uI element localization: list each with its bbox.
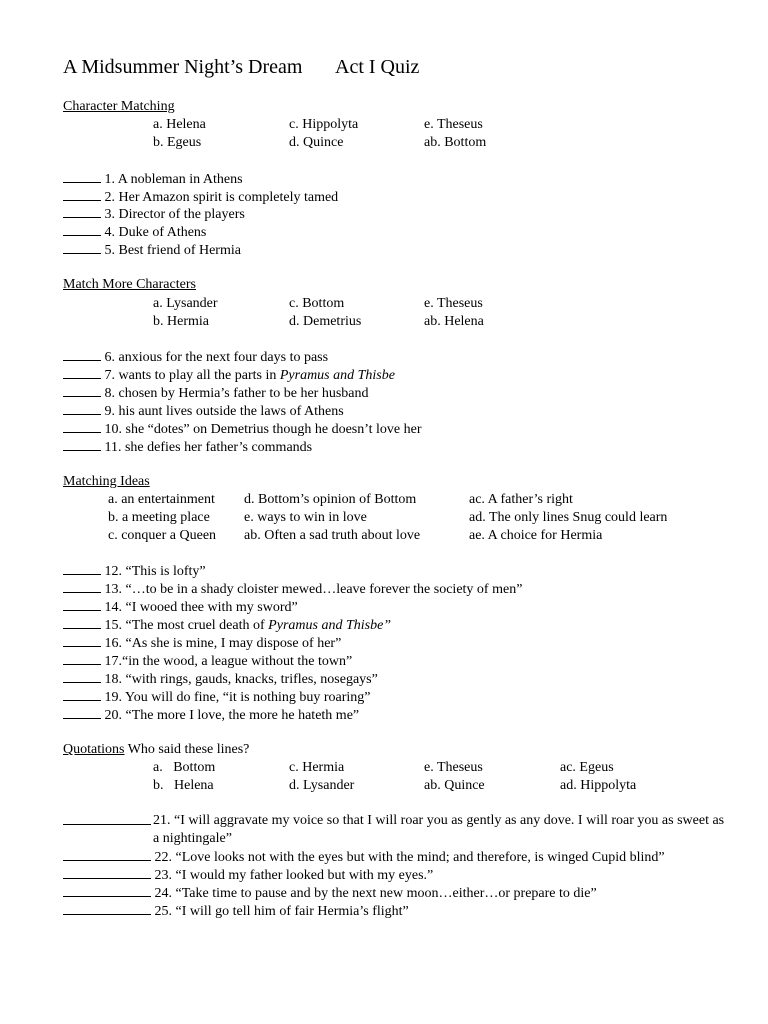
question-text: 13. “…to be in a shady cloister mewed…leave forever the society of men” <box>104 582 523 597</box>
option: c. conquer a Queen <box>108 528 217 543</box>
answer-blank[interactable] <box>63 562 101 575</box>
question-row <box>63 812 151 831</box>
option: ab. Helena <box>424 314 484 329</box>
section-heading-matching-ideas: Matching Ideas <box>63 474 150 489</box>
answer-blank[interactable] <box>63 384 101 397</box>
option: a. Helena <box>153 117 206 132</box>
question-row <box>63 366 395 385</box>
section-heading-quotations-row <box>63 741 249 759</box>
question-text: 12. “This is lofty” <box>104 564 206 579</box>
question-text: 21. “I will aggravate my voice so that I will roar you as gently as any dove. I will roar you as sweet as a nightingale” <box>153 813 725 846</box>
question-text: 10. she “dotes” on Demetrius though he doesn’t love her <box>104 422 422 437</box>
question-text: 15. “The most cruel death of <box>104 618 269 633</box>
question-row <box>63 348 328 367</box>
option: e. Theseus <box>424 117 483 132</box>
section-heading-match-more: Match More Characters <box>63 277 196 292</box>
question-row <box>63 223 206 242</box>
option: ad. Hippolyta <box>560 778 637 793</box>
option: a. Bottom <box>153 760 216 775</box>
option: d. Quince <box>289 135 344 150</box>
option: b. Hermia <box>153 314 209 329</box>
answer-blank[interactable] <box>63 598 101 611</box>
question-text: 9. his aunt lives outside the laws of Athens <box>104 404 344 419</box>
question-row <box>63 384 368 403</box>
question-text: 5. Best friend of Hermia <box>104 243 241 258</box>
question-row <box>63 438 312 457</box>
answer-blank[interactable] <box>63 652 101 665</box>
option: b. a meeting place <box>108 510 210 525</box>
option: e. ways to win in love <box>244 510 367 525</box>
question-text: 22. “Love looks not with the eyes but with the mind; and therefore, is winged Cupid blind” <box>154 850 665 865</box>
option: ac. A father’s right <box>469 492 573 507</box>
question-text-italic: Pyramus and Thisbe” <box>268 618 392 633</box>
question-row <box>63 562 206 581</box>
answer-blank[interactable] <box>63 188 101 201</box>
option: ac. Egeus <box>560 760 614 775</box>
question-row <box>63 634 341 653</box>
question-row <box>63 170 243 189</box>
question-text-italic: Pyramus and Thisbe <box>279 368 395 383</box>
answer-blank[interactable] <box>63 866 151 879</box>
answer-blank[interactable] <box>63 670 101 683</box>
section-subheading: Who said these lines? <box>124 742 250 757</box>
question-row <box>63 205 245 224</box>
question-text: 1. A nobleman in Athens <box>104 172 243 187</box>
question-text: 6. anxious for the next four days to pass <box>104 350 329 365</box>
question-row <box>63 688 371 707</box>
answer-blank[interactable] <box>63 205 101 218</box>
question-row <box>63 241 241 260</box>
question-row <box>63 670 378 689</box>
option: c. Bottom <box>289 296 345 311</box>
question-text: 3. Director of the players <box>104 207 245 222</box>
question-text: 8. chosen by Hermia’s father to be her husband <box>104 386 369 401</box>
question-row <box>63 616 391 635</box>
question-row <box>63 884 597 903</box>
answer-blank[interactable] <box>63 688 101 701</box>
option: d. Demetrius <box>289 314 362 329</box>
question-text: 19. You will do fine, “it is nothing buy roaring” <box>104 690 371 705</box>
option: e. Theseus <box>424 296 483 311</box>
question-row <box>63 580 522 599</box>
option: b. Helena <box>153 778 214 793</box>
answer-blank[interactable] <box>63 420 101 433</box>
answer-blank[interactable] <box>63 170 101 183</box>
option: ae. A choice for Hermia <box>469 528 603 543</box>
option: a. an entertainment <box>108 492 215 507</box>
option: b. Egeus <box>153 135 202 150</box>
question-row <box>63 402 344 421</box>
question-row <box>63 652 352 671</box>
answer-blank[interactable] <box>63 848 151 861</box>
option: ab. Bottom <box>424 135 487 150</box>
answer-blank[interactable] <box>63 616 101 629</box>
section-heading-quotations: Quotations <box>63 742 125 757</box>
option: c. Hermia <box>289 760 345 775</box>
option: c. Hippolyta <box>289 117 359 132</box>
option: ab. Quince <box>424 778 485 793</box>
question-row <box>63 902 409 921</box>
question-text: 20. “The more I love, the more he hateth me” <box>104 708 360 723</box>
option: ab. Often a sad truth about love <box>244 528 421 543</box>
answer-blank[interactable] <box>63 634 101 647</box>
question-text: 16. “As she is mine, I may dispose of her” <box>104 636 342 651</box>
answer-blank[interactable] <box>63 241 101 254</box>
answer-blank[interactable] <box>63 366 101 379</box>
answer-blank[interactable] <box>63 580 101 593</box>
answer-blank[interactable] <box>63 884 151 897</box>
question-text: 18. “with rings, gauds, knacks, trifles, nosegays” <box>104 672 378 687</box>
question-text: 11. she defies her father’s commands <box>104 440 313 455</box>
option: d. Lysander <box>289 778 355 793</box>
question-row <box>63 848 665 867</box>
question-text: 24. “Take time to pause and by the next new moon…either…or prepare to die” <box>154 886 597 901</box>
option: a. Lysander <box>153 296 218 311</box>
question-row <box>63 706 359 725</box>
answer-blank[interactable] <box>63 438 101 451</box>
section-heading-character-matching: Character Matching <box>63 99 175 114</box>
question-text: 2. Her Amazon spirit is completely tamed <box>104 190 339 205</box>
option: ad. The only lines Snug could learn <box>469 510 668 525</box>
question-text: 14. “I wooed thee with my sword” <box>104 600 298 615</box>
answer-blank[interactable] <box>63 706 101 719</box>
title-quiz: Act I Quiz <box>335 56 420 78</box>
option: e. Theseus <box>424 760 483 775</box>
page-title <box>63 56 420 79</box>
question-text: 25. “I will go tell him of fair Hermia’s flight” <box>154 904 409 919</box>
answer-blank[interactable] <box>63 812 151 825</box>
answer-blank[interactable] <box>63 348 101 361</box>
question-text: 7. wants to play all the parts in <box>104 368 280 383</box>
question-text: 23. “I would my father looked but with my eyes.” <box>154 868 434 883</box>
question-row <box>63 866 433 885</box>
answer-blank[interactable] <box>63 402 101 415</box>
option: d. Bottom’s opinion of Bottom <box>244 492 417 507</box>
question-text: 17.“in the wood, a league without the town” <box>104 654 353 669</box>
question-row <box>63 420 422 439</box>
question-text: 4. Duke of Athens <box>104 225 207 240</box>
answer-blank[interactable] <box>63 223 101 236</box>
title-play: A Midsummer Night’s Dream <box>63 56 303 78</box>
answer-blank[interactable] <box>63 902 151 915</box>
question-row <box>63 598 298 617</box>
